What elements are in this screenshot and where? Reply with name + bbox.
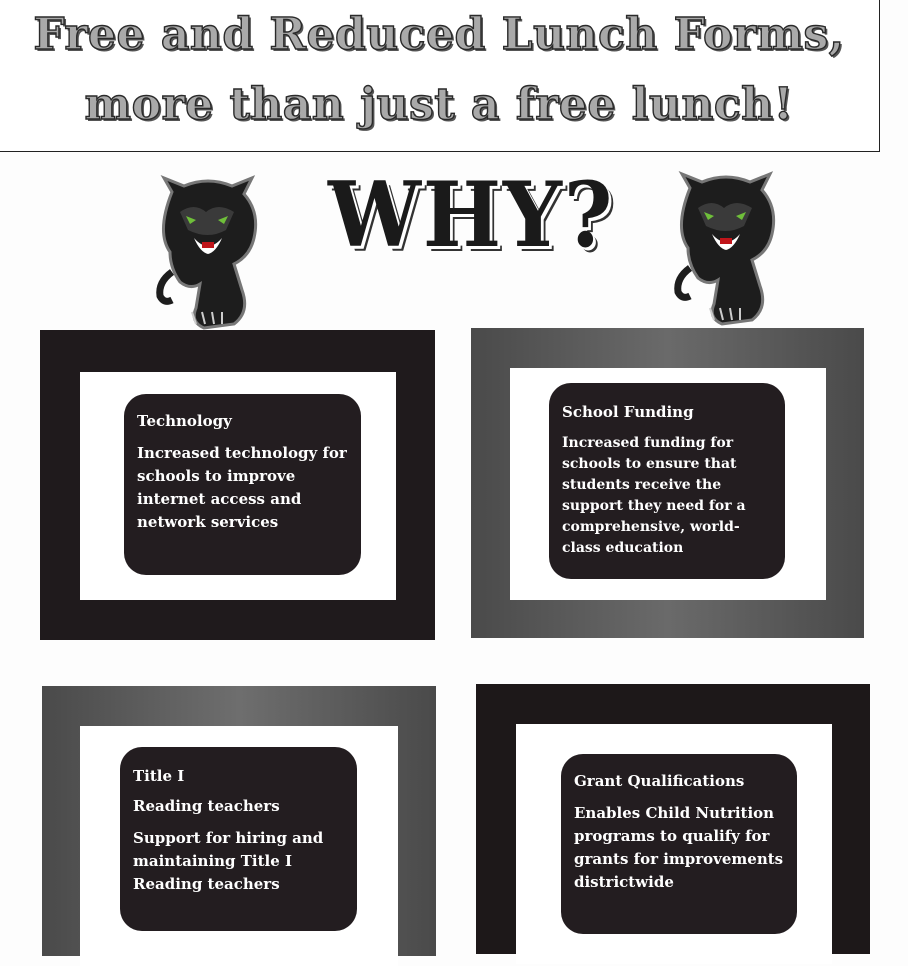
card-body: Increased funding for schools to ensure that students receive the support they need for a comprehensive, world-class education: [562, 435, 746, 556]
card-content: [124, 394, 361, 575]
panther-mascot-icon: [668, 168, 784, 328]
card-body: Support for hiring and maintaining Title I Reading teachers: [133, 829, 324, 893]
title-line-2: more than just a free lunch!: [84, 79, 794, 130]
card-body: Increased technology for schools to improve internet access and network services: [137, 444, 347, 531]
school-funding-card: [471, 328, 864, 638]
card-content: [549, 383, 785, 579]
why-heading: WHY?: [328, 162, 615, 268]
panther-mascot-icon: [150, 172, 266, 332]
card-heading: Title I: [133, 767, 185, 785]
title-banner: [0, 0, 880, 152]
card-body: Enables Child Nutrition programs to qualify for grants for improvements districtwide: [574, 804, 784, 891]
card-heading: Grant Qualifications: [574, 772, 745, 790]
technology-card: [40, 330, 435, 640]
grant-qualifications-card: [476, 684, 870, 954]
card-content: [561, 754, 797, 934]
card-heading: School Funding: [562, 403, 694, 421]
card-subheading: Reading teachers: [133, 797, 280, 815]
title-line-1: Free and Reduced Lunch Forms,: [33, 9, 845, 60]
card-content: [120, 747, 357, 931]
card-heading: Technology: [137, 412, 232, 430]
title-i-card: [42, 686, 436, 956]
